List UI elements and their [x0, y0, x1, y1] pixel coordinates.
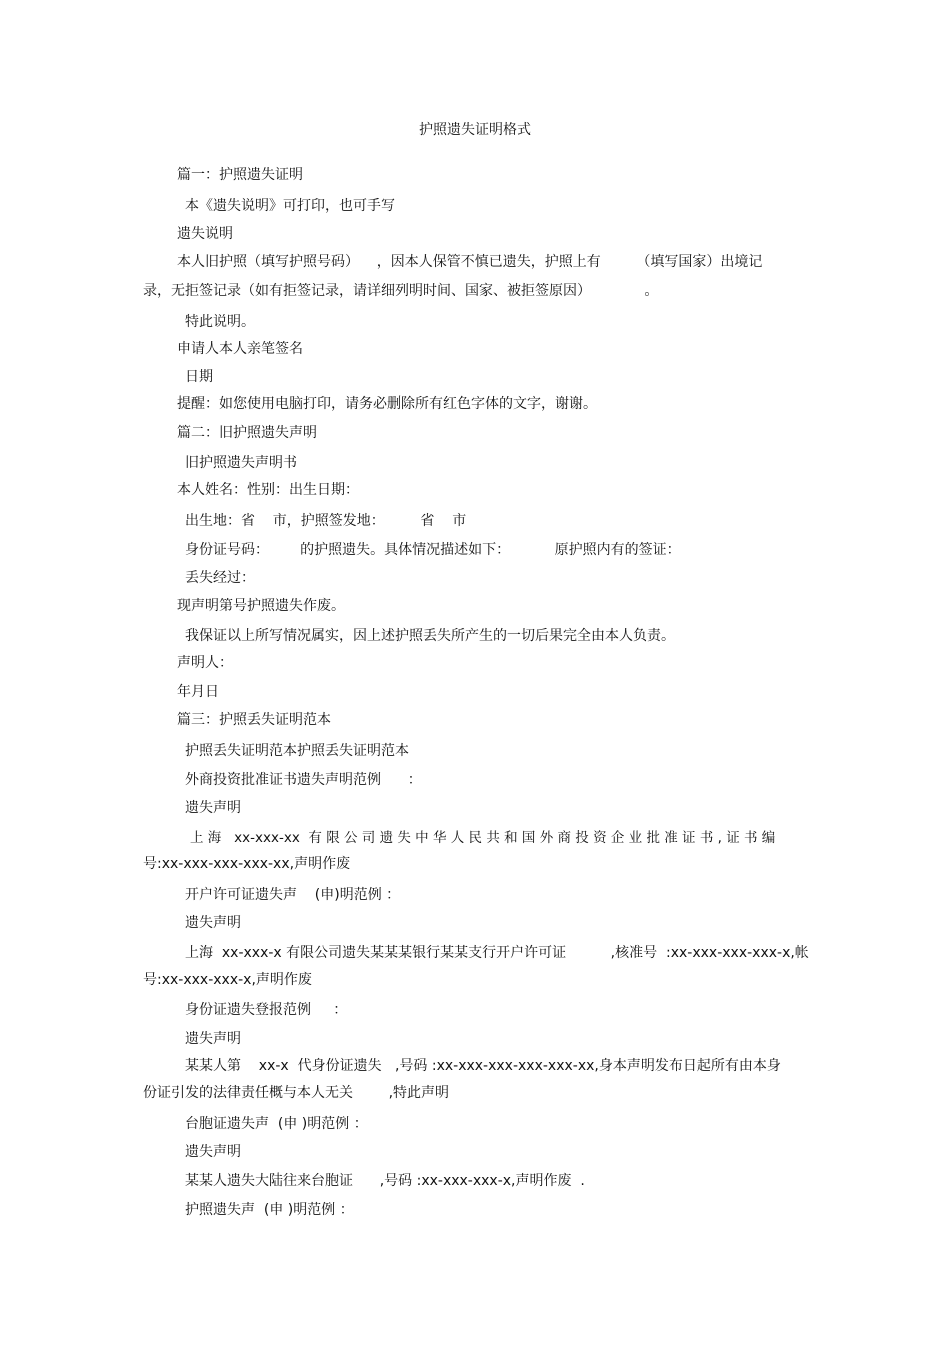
- text-line: 台胞证遗失声 (申 )明范例 ：: [185, 1116, 368, 1132]
- text-line: 我保证以上所写情况属实，因上述护照丢失所产生的一切后果完全由本人负责。: [185, 628, 675, 644]
- text-line: 开户许可证遗失声 (申)明范例 ：: [185, 887, 401, 903]
- text-line: 录，无拒签记录（如有拒签记录，请详细列明时间、国家、被拒签原因） 。: [143, 283, 659, 299]
- text-line: 号:xx-xxx-xxx-x,声明作废: [143, 972, 312, 988]
- document-title: 护照遗失证明格式: [419, 122, 531, 138]
- text-line: 护照丢失证明范本护照丢失证明范本: [185, 743, 409, 759]
- text-line: 丢失经过：: [185, 570, 255, 586]
- text-line: 身份证号码： 的护照遗失。具体情况描述如下： 原护照内有的签证：: [185, 542, 681, 558]
- text-line: 外商投资批准证书遗失声明范例 ：: [185, 772, 422, 788]
- text-line: 申请人本人亲笔签名: [177, 341, 303, 357]
- text-line: 上 海 xx-xxx-xx 有 限 公 司 遗 失 中 华 人 民 共 和 国 外 商 投 资 企 业 批 准 证 书 , 证 书 编: [190, 830, 776, 846]
- text-line: 本人旧护照（填写护照号码） ，因本人保管不慎已遗失，护照上有 （填写国家）出境记: [177, 254, 763, 270]
- text-line: 号:xx-xxx-xxx-xxx-xx,声明作废: [143, 856, 351, 872]
- text-line: 遗失声明: [185, 1031, 241, 1047]
- text-line: 某某人第 xx-x 代身份证遗失 ,号码 :xx-xxx-xxx-xxx-xxx-xx,身本声明发布日起所有由本身: [185, 1058, 781, 1074]
- text-line: 护照遗失声 (申 )明范例 ：: [185, 1202, 354, 1218]
- text-line: 声明人：: [177, 655, 233, 671]
- text-line: 遗失声明: [185, 800, 241, 816]
- text-line: 日期: [185, 369, 213, 385]
- section-heading-2: 篇二：旧护照遗失声明: [177, 425, 317, 441]
- text-line: 遗失声明: [185, 1144, 241, 1160]
- text-line: 份证引发的法律责任概与本人无关 ,特此声明: [143, 1085, 450, 1101]
- section-heading-1: 篇一：护照遗失证明: [177, 167, 303, 183]
- text-line: 现声明第号护照遗失作废。: [177, 598, 345, 614]
- text-line: 特此说明。: [185, 314, 255, 330]
- text-line: 某某人遗失大陆往来台胞证 ,号码 :xx-xxx-xxx-x,声明作废 .: [185, 1173, 585, 1189]
- section-heading-3: 篇三：护照丢失证明范本: [177, 712, 331, 728]
- text-line: 遗失声明: [185, 915, 241, 931]
- text-line: 遗失说明: [177, 226, 233, 242]
- text-line: 旧护照遗失声明书: [185, 455, 297, 471]
- text-line: 年月日: [177, 684, 219, 700]
- text-line: 提醒：如您使用电脑打印，请务必删除所有红色字体的文字，谢谢。: [177, 396, 597, 412]
- text-line: 出生地：省 市，护照签发地： 省 市: [185, 513, 467, 529]
- text-line: 本人姓名：性别：出生日期：: [177, 482, 359, 498]
- text-line: 本《遗失说明》可打印，也可手写: [185, 198, 395, 214]
- text-line: 身份证遗失登报范例 ：: [185, 1002, 348, 1018]
- text-line: 上海 xx-xxx-x 有限公司遗失某某某银行某某支行开户许可证 ,核准号 :xx-xxx-xxx-xxx-x,帐: [185, 945, 809, 961]
